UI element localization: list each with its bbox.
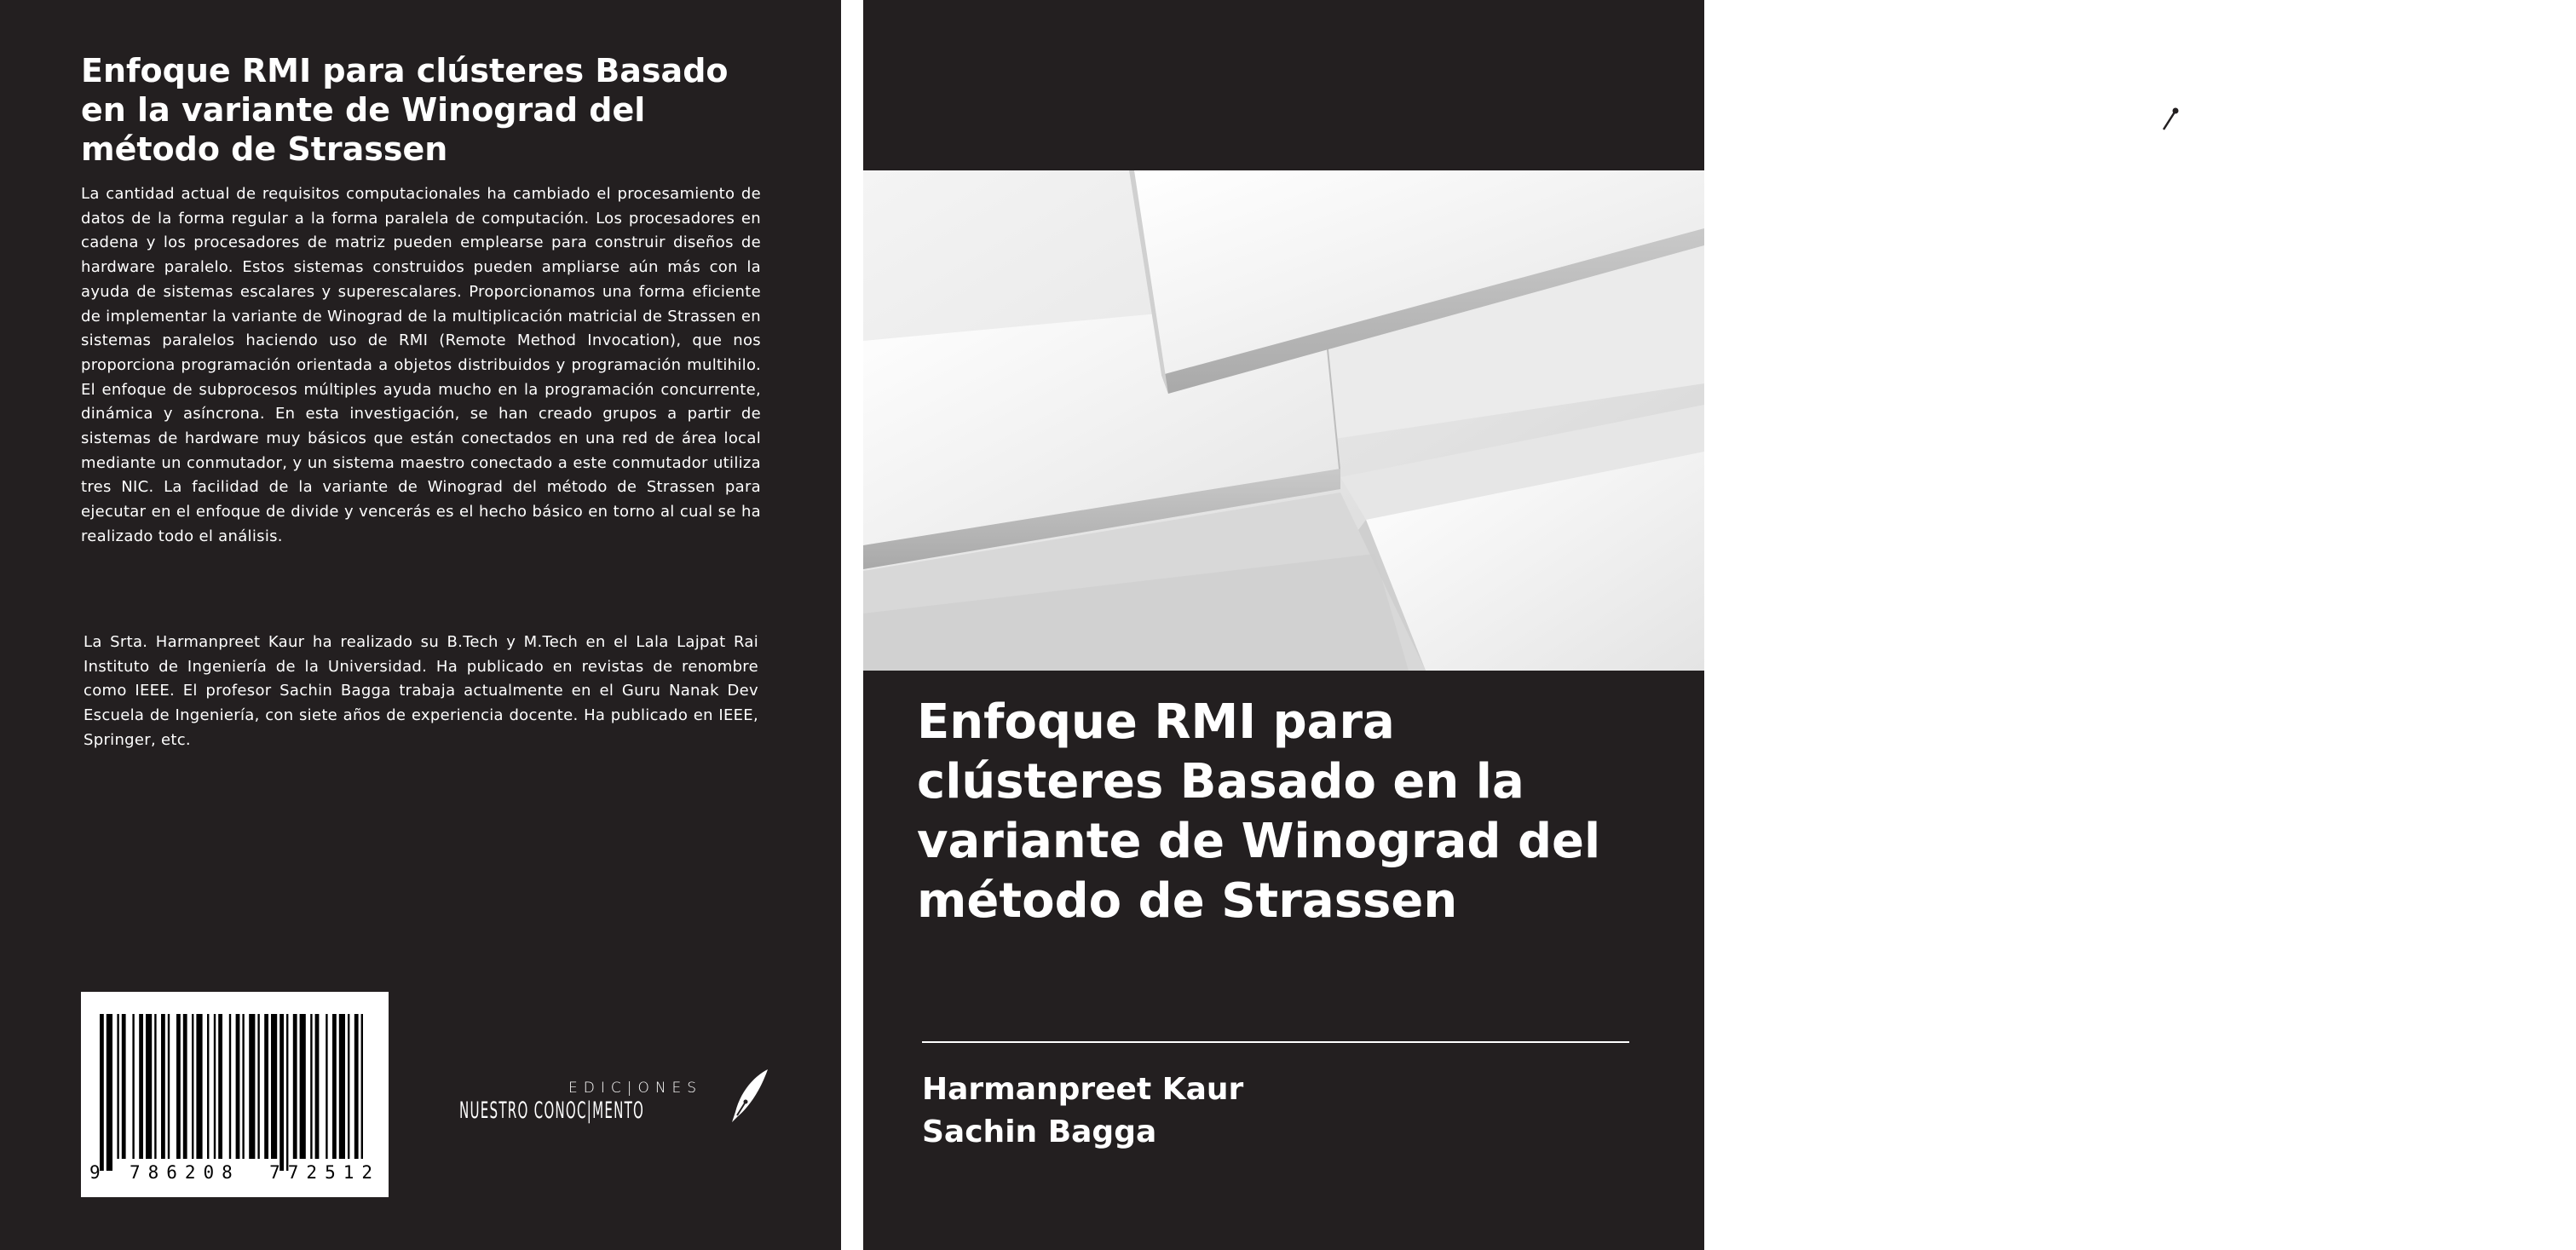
barcode-bar [236,1014,240,1159]
barcode-bar [218,1014,222,1159]
barcode-bar [361,1014,363,1159]
publisher-logo-back [456,1068,780,1136]
barcode-bar [122,1014,126,1159]
back-cover [0,0,841,1250]
front-cover-title: Enfoque RMI para clústeres Basado en la variante de Winograd del método de Strassen [917,694,1601,929]
barcode-bar [139,1014,143,1159]
publisher-logo-top-line: EDIC|ONES [1928,77,2122,99]
divider-line [922,1041,1629,1043]
barcode-bar [214,1014,216,1159]
pen-nib-icon [2150,63,2576,148]
isbn-group-1: 786208 [129,1162,240,1183]
barcode-bar [310,1014,312,1159]
author-bio: La Srta. Harmanpreet Kaur ha realizado su B.Tech y M.Tech en el Lala Lajpat Rai Instituto de Ingeniería de la Universidad. Ha publicado en revistas de renombre como IEEE. El profesor Sachin Bagga trabaja actualmente en el Guru Nanak Dev Escuela de Ingeniería, con siete años de experiencia docente. Ha publicado en IEEE, Springer, etc. [84,633,758,749]
barcode-bar [107,1014,112,1171]
barcode-bar [154,1014,156,1159]
barcode-bar [286,1014,288,1171]
publisher-logo-bottom-line: NUESTRO CONOC|MENTO [1778,101,2056,142]
book-abstract: La cantidad actual de requisitos computacionales ha cambiado el procesamiento de datos de la forma regular a la forma paralela de computación. Los procesadores en cadena y los procesadores de matriz pueden emplearse para construir diseños de hardware paralelo. Estos sistemas construidos pueden ampliarse aún más con la ayuda de sistemas escalares y superescalares. Proporcionamos una forma eficiente de implementar la variante de Winograd de la multiplicación matricial de Strassen en sistemas paralelos haciendo uso de RMI (Remote Method Invocation), que nos proporciona programación orientada a objetos distribuidos y programación multihilo. El enfoque de subprocesos múltiples ayuda mucho en la programación concurrente, dinámica y asíncrona. En esta investigación, se han creado grupos a partir de sistemas de hardware muy básicos que están conectados en una red de área local mediante un conmutador, y un sistema maestro conectado a este conmutador utiliza tres NIC. La facilidad de la variante de Winograd del método de Strassen para ejecutar en el enfoque de divide y vencerás es el hecho básico en torno al cual se ha realizado todo el análisis. [81,185,761,545]
barcode-bar [279,1014,284,1171]
isbn-group-2: 772512 [269,1162,380,1183]
barcode-bar [183,1014,187,1159]
barcode-bar [257,1014,259,1159]
isbn-barcode [81,992,389,1197]
barcode-bar [117,1014,118,1159]
publisher-logo-top-line: EDIC|ONES [568,1080,703,1097]
barcode-bar [242,1014,244,1159]
author-name: Harmanpreet Kaur [922,1072,1244,1107]
author-name: Sachin Bagga [922,1115,1157,1149]
publisher-logo-front [1775,60,2567,153]
barcode-bar [196,1014,202,1159]
cover-illustration [863,170,1704,671]
barcode-bar [264,1014,268,1159]
barcode-bar [229,1014,231,1159]
barcode-bar [176,1014,181,1159]
barcode-bar [132,1014,134,1159]
barcode-bar [168,1014,170,1159]
pen-nib-icon [729,1068,771,1126]
barcode-bar [315,1014,320,1159]
publisher-logo-bottom-line: NUESTRO CONOC|MENTO [459,1097,645,1124]
barcode-bar [348,1014,349,1159]
isbn-number [89,1161,380,1184]
barcode-bar [271,1014,277,1159]
barcode-bar [300,1014,306,1159]
back-cover-title: Enfoque RMI para clústeres Basado en la variante de Winograd del método de Strassen [81,52,729,168]
barcode-bar [339,1014,345,1159]
barcode-bar [354,1014,359,1159]
barcode-bar [249,1014,255,1159]
barcode-bar [293,1014,297,1159]
barcode-bar [146,1014,152,1159]
barcode-bar [207,1014,209,1159]
barcode-bar [100,1014,104,1171]
barcode-bar [326,1014,327,1159]
barcode-bar [332,1014,337,1159]
barcode-bar [192,1014,193,1159]
barcode-bar [161,1014,165,1159]
front-cover [863,0,2122,1250]
isbn-prefix: 9 [89,1162,101,1183]
